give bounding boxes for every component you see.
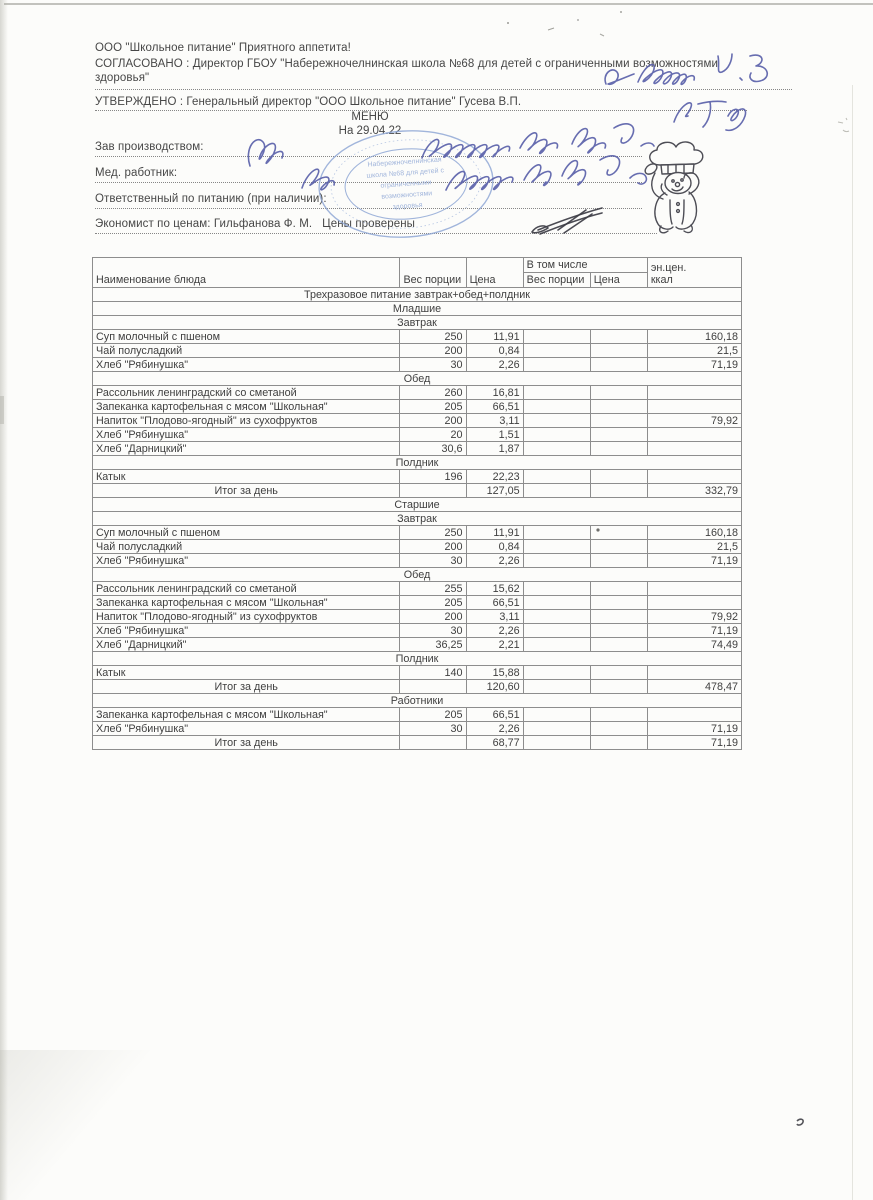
menu-item-row	[93, 400, 742, 414]
energy-kcal: 79,92	[647, 414, 741, 428]
portion-weight-incl	[523, 610, 590, 624]
price: 1,87	[466, 442, 523, 456]
col-header-portion-weight-incl: Вес порции	[523, 273, 590, 288]
section-label: Завтрак	[93, 316, 742, 330]
portion-weight: 250	[400, 330, 466, 344]
scan-corner-crease	[0, 1050, 220, 1200]
stamp-line: ограниченными	[380, 179, 432, 190]
energy-kcal	[647, 400, 741, 414]
price: 2,26	[466, 358, 523, 372]
price-incl	[590, 610, 647, 624]
dish-name: Катык	[93, 666, 400, 680]
energy-kcal: 71,19	[647, 358, 741, 372]
portion-weight-incl	[523, 708, 590, 722]
price-incl	[590, 554, 647, 568]
dish-name: Запеканка картофельная с мясом "Школьная"	[93, 708, 400, 722]
energy-kcal: 160,18	[647, 330, 741, 344]
menu-item-row	[93, 666, 742, 680]
price: 1,51	[466, 428, 523, 442]
price-incl	[590, 596, 647, 610]
menu-item-row	[93, 442, 742, 456]
col-header-including: В том числе	[523, 258, 647, 273]
price-incl	[590, 680, 647, 694]
portion-weight-incl	[523, 540, 590, 554]
dish-name: Катык	[93, 470, 400, 484]
menu-item-row	[93, 722, 742, 736]
portion-weight-incl	[523, 554, 590, 568]
portion-weight-incl	[523, 358, 590, 372]
price: 66,51	[466, 708, 523, 722]
menu-title: МЕНЮ	[351, 111, 389, 123]
price: 120,60	[466, 680, 523, 694]
price-incl	[590, 428, 647, 442]
col-header-portion-weight: Вес порции	[400, 258, 466, 288]
portion-weight: 250	[400, 526, 466, 540]
signature-gusev	[664, 92, 756, 134]
energy-kcal	[647, 386, 741, 400]
price: 0,84	[466, 344, 523, 358]
menu-item-row	[93, 344, 742, 358]
portion-weight-incl	[523, 400, 590, 414]
approved-line: УТВЕРЖДЕНО : Генеральный директор "ООО Школьное питание" Гусева В.П.	[95, 96, 522, 108]
dish-name: Хлеб "Рябинушка"	[93, 722, 400, 736]
portion-weight: 30	[400, 554, 466, 568]
price: 2,21	[466, 638, 523, 652]
dish-name: Суп молочный с пшеном	[93, 526, 400, 540]
energy-label-line1: эн.цен.	[650, 262, 687, 274]
portion-weight: 255	[400, 582, 466, 596]
menu-item-row	[93, 638, 742, 652]
scan-right-edge	[852, 85, 853, 1200]
dish-name: Запеканка картофельная с мясом "Школьная"	[93, 596, 400, 610]
portion-weight-incl	[523, 722, 590, 736]
portion-weight: 200	[400, 610, 466, 624]
price-incl	[590, 736, 647, 750]
menu-table-body	[93, 288, 742, 750]
section-label: Трехразовое питание завтрак+обед+полдник	[93, 288, 742, 302]
price: 11,91	[466, 330, 523, 344]
col-header-dish-name: Наименование блюда	[93, 258, 400, 288]
field-label-nutrition-responsible: Ответственный по питанию (при наличии):	[95, 193, 327, 205]
portion-weight-incl	[523, 484, 590, 498]
price-incl	[590, 540, 647, 554]
dish-name: Напиток "Плодово-ягодный" из сухофруктов	[93, 414, 400, 428]
price-incl	[590, 330, 647, 344]
signature-medical-worker	[292, 156, 350, 198]
stamp-line: Набережночелнинская	[367, 156, 442, 169]
dish-name: Хлеб "Рябинушка"	[93, 624, 400, 638]
price-incl	[590, 666, 647, 680]
portion-weight-incl	[523, 596, 590, 610]
portion-weight	[400, 736, 466, 750]
dish-name: Чай полусладкий	[93, 344, 400, 358]
price-incl	[590, 442, 647, 456]
agreed-line-2: здоровья"	[95, 72, 150, 84]
section-label: Работники	[93, 694, 742, 708]
energy-kcal: 478,47	[647, 680, 741, 694]
price-incl	[590, 386, 647, 400]
menu-table	[92, 257, 742, 750]
portion-weight: 20	[400, 428, 466, 442]
energy-kcal: 71,19	[647, 722, 741, 736]
portion-weight-incl	[523, 470, 590, 484]
col-header-price-incl: Цена	[590, 273, 647, 288]
dish-name: Запеканка картофельная с мясом "Школьная"	[93, 400, 400, 414]
portion-weight-incl	[523, 680, 590, 694]
portion-weight: 140	[400, 666, 466, 680]
price: 15,88	[466, 666, 523, 680]
field-label-medical-worker: Мед. работник:	[95, 167, 178, 179]
price-incl	[590, 484, 647, 498]
total-row	[93, 484, 742, 498]
price-incl	[590, 414, 647, 428]
menu-item-row	[93, 358, 742, 372]
price-incl	[590, 722, 647, 736]
portion-weight: 260	[400, 386, 466, 400]
energy-kcal	[647, 666, 741, 680]
menu-item-row	[93, 540, 742, 554]
dish-name: Чай полусладкий	[93, 540, 400, 554]
portion-weight-incl	[523, 442, 590, 456]
price: 11,91	[466, 526, 523, 540]
price: 127,05	[466, 484, 523, 498]
menu-item-row	[93, 428, 742, 442]
portion-weight: 205	[400, 596, 466, 610]
section-row	[93, 372, 742, 386]
menu-item-row	[93, 624, 742, 638]
price-incl	[590, 526, 647, 540]
section-label: Полдник	[93, 652, 742, 666]
dish-name: Итог за день	[93, 484, 400, 498]
portion-weight: 30	[400, 358, 466, 372]
dish-name: Напиток "Плодово-ягодный" из сухофруктов	[93, 610, 400, 624]
energy-kcal	[647, 582, 741, 596]
stamp-line: возможностями	[381, 190, 433, 201]
dotted-line	[95, 208, 642, 209]
portion-weight: 30,6	[400, 442, 466, 456]
total-row	[93, 680, 742, 694]
section-row	[93, 302, 742, 316]
portion-weight-incl	[523, 386, 590, 400]
price: 22,23	[466, 470, 523, 484]
stamp-line: школа №68 для детей с	[366, 167, 445, 180]
dish-name: Хлеб "Дарницкий"	[93, 442, 400, 456]
portion-weight: 30	[400, 624, 466, 638]
portion-weight-incl	[523, 526, 590, 540]
energy-kcal: 160,18	[647, 526, 741, 540]
price-incl	[590, 582, 647, 596]
energy-kcal: 71,19	[647, 624, 741, 638]
portion-weight	[400, 680, 466, 694]
price-incl	[590, 708, 647, 722]
dish-name: Хлеб "Дарницкий"	[93, 638, 400, 652]
energy-kcal	[647, 442, 741, 456]
scan-top-edge	[4, 3, 873, 5]
signature-director	[598, 48, 803, 98]
dish-name: Рассольник ленинградский со сметаной	[93, 582, 400, 596]
menu-date: На 29.04.22	[338, 125, 402, 137]
price-incl	[590, 344, 647, 358]
portion-weight: 205	[400, 708, 466, 722]
price: 15,62	[466, 582, 523, 596]
section-label: Обед	[93, 568, 742, 582]
price: 16,81	[466, 386, 523, 400]
dish-name: Хлеб "Рябинушка"	[93, 358, 400, 372]
section-row	[93, 498, 742, 512]
dish-name: Хлеб "Рябинушка"	[93, 428, 400, 442]
section-row	[93, 316, 742, 330]
price-incl	[590, 400, 647, 414]
section-row	[93, 694, 742, 708]
dotted-line	[95, 156, 642, 157]
signature-large-2	[440, 152, 675, 207]
portion-weight: 196	[400, 470, 466, 484]
price: 66,51	[466, 596, 523, 610]
header-row-1	[93, 258, 742, 273]
price: 2,26	[466, 554, 523, 568]
dish-name: Итог за день	[93, 680, 400, 694]
dish-name: Суп молочный с пшеном	[93, 330, 400, 344]
menu-item-row	[93, 708, 742, 722]
dotted-line	[95, 89, 792, 90]
portion-weight: 200	[400, 540, 466, 554]
chef-drawing-icon	[634, 140, 726, 236]
price-incl	[590, 358, 647, 372]
price-incl	[590, 624, 647, 638]
section-row	[93, 568, 742, 582]
menu-item-row	[93, 554, 742, 568]
dish-name: Итог за день	[93, 736, 400, 750]
section-label: Старшие	[93, 498, 742, 512]
price-incl	[590, 470, 647, 484]
stamp-line: здоровья	[392, 201, 423, 211]
price: 3,11	[466, 414, 523, 428]
portion-weight-incl	[523, 582, 590, 596]
section-row	[93, 456, 742, 470]
section-row	[93, 288, 742, 302]
section-row	[93, 652, 742, 666]
energy-kcal: 21,5	[647, 344, 741, 358]
portion-weight-incl	[523, 666, 590, 680]
portion-weight-incl	[523, 638, 590, 652]
price: 3,11	[466, 610, 523, 624]
total-row	[93, 736, 742, 750]
energy-kcal: 71,19	[647, 554, 741, 568]
section-label: Завтрак	[93, 512, 742, 526]
col-header-energy	[647, 258, 741, 288]
portion-weight: 30	[400, 722, 466, 736]
energy-kcal	[647, 596, 741, 610]
dotted-line	[95, 233, 657, 234]
portion-weight-incl	[523, 624, 590, 638]
field-label-production-manager: Зав производством:	[95, 141, 204, 153]
price: 2,26	[466, 722, 523, 736]
menu-item-row	[93, 330, 742, 344]
portion-weight: 205	[400, 400, 466, 414]
portion-weight: 36,25	[400, 638, 466, 652]
energy-kcal	[647, 428, 741, 442]
portion-weight-incl	[523, 736, 590, 750]
menu-item-row	[93, 414, 742, 428]
portion-weight-incl	[523, 344, 590, 358]
col-header-price: Цена	[466, 258, 523, 288]
energy-kcal: 332,79	[647, 484, 741, 498]
dotted-line	[95, 182, 642, 183]
section-label: Обед	[93, 372, 742, 386]
energy-kcal	[647, 470, 741, 484]
menu-item-row	[93, 596, 742, 610]
menu-item-row	[93, 526, 742, 540]
energy-kcal	[647, 708, 741, 722]
menu-table-header	[93, 258, 742, 288]
section-label: Полдник	[93, 456, 742, 470]
portion-weight-incl	[523, 414, 590, 428]
menu-item-row	[93, 386, 742, 400]
energy-label-line2: ккал	[650, 274, 673, 286]
portion-weight-incl	[523, 330, 590, 344]
dish-name: Рассольник ленинградский со сметаной	[93, 386, 400, 400]
energy-kcal: 79,92	[647, 610, 741, 624]
price-incl	[590, 638, 647, 652]
company-slogan: ООО "Школьное питание" Приятного аппетита!	[95, 42, 351, 54]
portion-weight: 200	[400, 344, 466, 358]
dish-name: Хлеб "Рябинушка"	[93, 554, 400, 568]
portion-weight	[400, 484, 466, 498]
section-row	[93, 512, 742, 526]
scan-left-edge	[0, 0, 8, 1200]
energy-kcal: 74,49	[647, 638, 741, 652]
energy-kcal: 71,19	[647, 736, 741, 750]
price: 66,51	[466, 400, 523, 414]
menu-item-row	[93, 610, 742, 624]
portion-weight: 200	[400, 414, 466, 428]
portion-weight-incl	[523, 428, 590, 442]
agreed-line-1: СОГЛАСОВАНО : Директор ГБОУ "Набережночелнинская школа №68 для детей с ограниченными возможностями	[95, 58, 718, 70]
section-label: Младшие	[93, 302, 742, 316]
menu-item-row	[93, 470, 742, 484]
energy-kcal: 21,5	[647, 540, 741, 554]
field-label-price-economist: Экономист по ценам: Гильфанова Ф. М. Цены проверены	[95, 218, 416, 230]
price: 2,26	[466, 624, 523, 638]
price: 68,77	[466, 736, 523, 750]
menu-item-row	[93, 582, 742, 596]
price: 0,84	[466, 540, 523, 554]
